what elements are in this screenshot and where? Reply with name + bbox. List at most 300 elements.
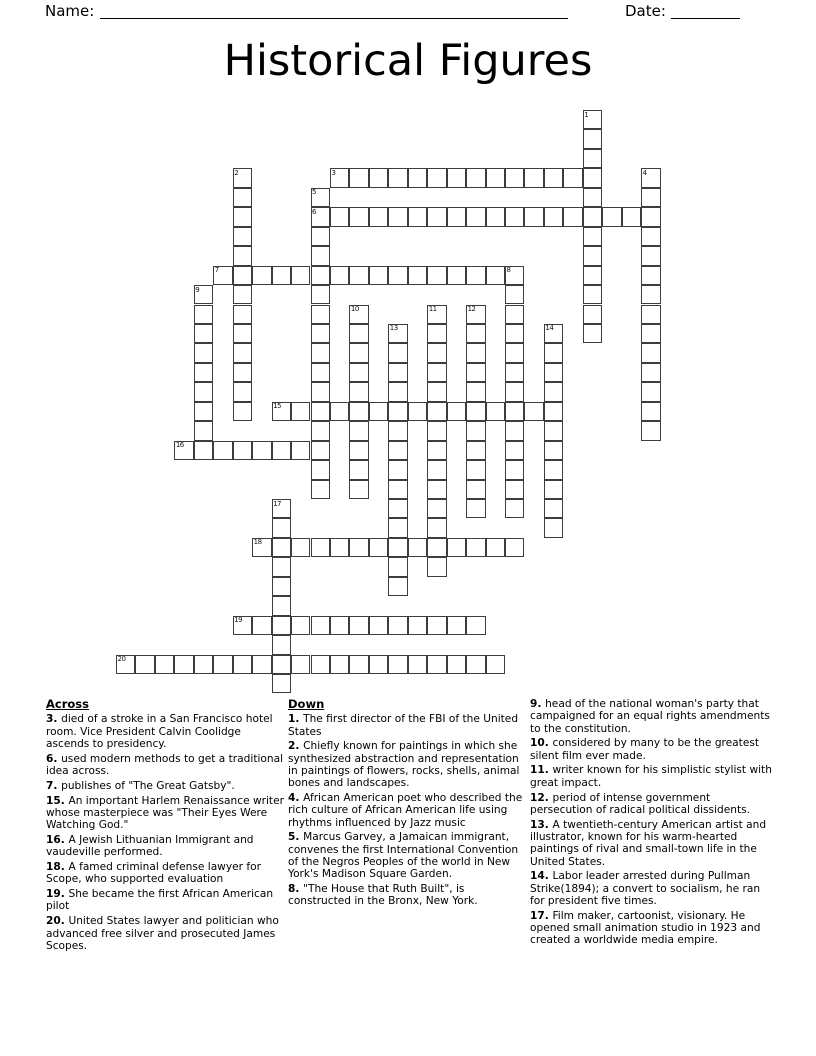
grid-cell[interactable]	[466, 382, 485, 401]
grid-cell[interactable]	[388, 577, 407, 596]
grid-cell[interactable]	[388, 460, 407, 479]
grid-cell[interactable]	[349, 168, 368, 187]
grid-cell[interactable]	[272, 499, 291, 518]
grid-cell[interactable]	[427, 441, 446, 460]
grid-cell[interactable]	[213, 266, 232, 285]
clue-number-label: 8.	[288, 883, 304, 896]
grid-cell[interactable]	[116, 655, 135, 674]
grid-cell[interactable]	[505, 460, 524, 479]
grid-cell[interactable]	[466, 305, 485, 324]
grid-cell[interactable]	[272, 616, 291, 635]
grid-cell[interactable]	[486, 655, 505, 674]
clue-item: 20. United States lawyer and politician who advanced free silver and prosecuted James Scopes.	[46, 915, 279, 952]
grid-cell[interactable]	[311, 460, 330, 479]
clue-item: 4. African American poet who described the rich culture of African American life using rhythms influenced by Jazz music	[288, 792, 523, 829]
grid-cell[interactable]	[194, 421, 213, 440]
grid-cell[interactable]	[272, 655, 291, 674]
name-label: Name:	[45, 2, 95, 20]
clue-number-label: 16.	[46, 833, 69, 846]
grid-cell[interactable]	[194, 402, 213, 421]
grid-cell[interactable]	[311, 538, 330, 557]
grid-cell[interactable]	[233, 305, 252, 324]
grid-cell[interactable]	[466, 460, 485, 479]
grid-cell[interactable]	[194, 305, 213, 324]
grid-cell[interactable]	[622, 207, 641, 226]
grid-cell[interactable]	[311, 246, 330, 265]
grid-cell[interactable]	[583, 285, 602, 304]
grid-cell[interactable]	[427, 363, 446, 382]
grid-cell[interactable]	[311, 363, 330, 382]
grid-cell[interactable]	[252, 538, 271, 557]
grid-cell[interactable]	[544, 480, 563, 499]
grid-cell[interactable]	[388, 480, 407, 499]
grid-cell[interactable]	[486, 266, 505, 285]
grid-cell[interactable]	[563, 168, 582, 187]
grid-cell[interactable]	[311, 188, 330, 207]
cell-number: 1	[584, 110, 589, 119]
grid-cell[interactable]	[427, 266, 446, 285]
grid-cell[interactable]	[194, 382, 213, 401]
clue-item: 19. She became the first African American pilot	[46, 888, 274, 913]
grid-cell[interactable]	[233, 188, 252, 207]
grid-cell[interactable]	[641, 227, 660, 246]
grid-cell[interactable]	[291, 655, 310, 674]
grid-cell[interactable]	[311, 616, 330, 635]
grid-cell[interactable]	[544, 324, 563, 343]
grid-cell[interactable]	[272, 402, 291, 421]
grid-cell[interactable]	[213, 655, 232, 674]
grid-cell[interactable]	[311, 324, 330, 343]
grid-cell[interactable]	[583, 227, 602, 246]
grid-cell[interactable]	[388, 168, 407, 187]
grid-cell[interactable]	[291, 266, 310, 285]
grid-cell[interactable]	[583, 324, 602, 343]
grid-cell[interactable]	[505, 480, 524, 499]
grid-cell[interactable]	[408, 168, 427, 187]
clue-item: 9. head of the national woman's party that campaigned for an equal rights amendments to the constitution.	[530, 698, 770, 735]
clue-number-label: 1.	[288, 713, 304, 726]
grid-cell[interactable]	[311, 655, 330, 674]
grid-cell[interactable]	[505, 363, 524, 382]
grid-cell[interactable]	[427, 324, 446, 343]
grid-cell[interactable]	[349, 480, 368, 499]
clue-item: 6. used modern methods to get a traditional idea across.	[46, 752, 284, 777]
grid-cell[interactable]	[233, 227, 252, 246]
grid-cell[interactable]	[641, 324, 660, 343]
grid-cell[interactable]	[349, 324, 368, 343]
grid-cell[interactable]	[330, 168, 349, 187]
grid-cell[interactable]	[505, 285, 524, 304]
grid-cell[interactable]	[408, 538, 427, 557]
grid-cell[interactable]	[427, 616, 446, 635]
grid-cell[interactable]	[388, 557, 407, 576]
grid-cell[interactable]	[583, 246, 602, 265]
grid-cell[interactable]	[641, 402, 660, 421]
grid-cell[interactable]	[369, 266, 388, 285]
clue-number-label: 18.	[46, 861, 69, 874]
grid-cell[interactable]	[233, 363, 252, 382]
grid-cell[interactable]	[369, 402, 388, 421]
grid-cell[interactable]	[641, 421, 660, 440]
clue-number-label: 13.	[530, 818, 553, 831]
grid-cell[interactable]	[466, 207, 485, 226]
clue-item: 11. writer known for his simplistic stylist with great impact.	[530, 764, 772, 789]
cell-number: 7	[214, 266, 219, 275]
grid-cell[interactable]	[544, 499, 563, 518]
grid-cell[interactable]	[388, 441, 407, 460]
grid-cell[interactable]	[252, 266, 271, 285]
clue-number-label: 2.	[288, 740, 304, 753]
clue-item: 16. A Jewish Lithuanian Immigrant and vaudeville performed.	[46, 833, 254, 859]
grid-cell[interactable]	[349, 207, 368, 226]
cell-number: 14	[545, 324, 554, 333]
grid-cell[interactable]	[427, 499, 446, 518]
cell-number: 4	[642, 168, 647, 177]
grid-cell[interactable]	[466, 499, 485, 518]
grid-cell[interactable]	[466, 266, 485, 285]
grid-cell[interactable]	[311, 382, 330, 401]
grid-cell[interactable]	[408, 266, 427, 285]
grid-cell[interactable]	[388, 207, 407, 226]
cell-number: 6	[312, 207, 316, 216]
grid-cell[interactable]	[388, 421, 407, 440]
cell-number: 3	[331, 168, 336, 177]
grid-cell[interactable]	[505, 324, 524, 343]
grid-cell[interactable]	[505, 266, 524, 285]
grid-cell[interactable]	[311, 227, 330, 246]
grid-cell[interactable]	[311, 480, 330, 499]
grid-cell[interactable]	[272, 538, 291, 557]
grid-cell[interactable]	[583, 168, 602, 187]
grid-cell[interactable]	[135, 655, 154, 674]
grid-cell[interactable]	[233, 266, 252, 285]
clue-item: 7. publishes of "The Great Gatsby".	[46, 779, 235, 792]
grid-cell[interactable]	[155, 655, 174, 674]
grid-cell[interactable]	[369, 168, 388, 187]
grid-cell[interactable]	[349, 616, 368, 635]
grid-cell[interactable]	[369, 538, 388, 557]
clue-number-label: 9.	[530, 698, 546, 710]
grid-cell[interactable]	[194, 441, 213, 460]
grid-cell[interactable]	[349, 538, 368, 557]
grid-cell[interactable]	[194, 343, 213, 362]
grid-cell[interactable]	[194, 363, 213, 382]
grid-cell[interactable]	[233, 324, 252, 343]
grid-cell[interactable]	[427, 421, 446, 440]
clue-number-label: 20.	[46, 915, 69, 928]
grid-cell[interactable]	[233, 441, 252, 460]
grid-cell[interactable]	[466, 421, 485, 440]
grid-cell[interactable]	[505, 207, 524, 226]
grid-cell[interactable]	[311, 402, 330, 421]
grid-cell[interactable]	[641, 207, 660, 226]
clue-item: 3. died of a stroke in a San Francisco hotel room. Vice President Calvin Coolidge ascends to presidency.	[46, 713, 273, 750]
grid-cell[interactable]	[583, 188, 602, 207]
grid-cell[interactable]	[349, 655, 368, 674]
grid-cell[interactable]	[447, 655, 466, 674]
grid-cell[interactable]	[311, 305, 330, 324]
grid-cell[interactable]	[602, 207, 621, 226]
cell-number: 10	[350, 305, 359, 313]
grid-cell[interactable]	[447, 168, 466, 187]
grid-cell[interactable]	[427, 518, 446, 537]
grid-cell[interactable]	[466, 480, 485, 499]
grid-cell[interactable]	[233, 382, 252, 401]
grid-cell[interactable]	[194, 285, 213, 304]
grid-cell[interactable]	[233, 402, 252, 421]
grid-cell[interactable]	[466, 324, 485, 343]
grid-cell[interactable]	[252, 616, 271, 635]
grid-cell[interactable]	[349, 363, 368, 382]
grid-cell[interactable]	[194, 324, 213, 343]
grid-cell[interactable]	[544, 168, 563, 187]
grid-cell[interactable]	[349, 460, 368, 479]
clue-number-label: 15.	[46, 794, 69, 807]
cell-number: 20	[117, 655, 126, 664]
grid-cell[interactable]	[408, 616, 427, 635]
grid-cell[interactable]	[466, 363, 485, 382]
grid-cell[interactable]	[641, 188, 660, 207]
grid-cell[interactable]	[311, 343, 330, 362]
grid-cell[interactable]	[466, 538, 485, 557]
grid-cell[interactable]	[641, 285, 660, 304]
grid-cell[interactable]	[194, 655, 213, 674]
grid-cell[interactable]	[427, 538, 446, 557]
grid-cell[interactable]	[466, 168, 485, 187]
grid-cell[interactable]	[272, 557, 291, 576]
grid-cell[interactable]	[447, 207, 466, 226]
grid-cell[interactable]	[349, 382, 368, 401]
grid-cell[interactable]	[291, 441, 310, 460]
grid-cell[interactable]	[311, 285, 330, 304]
clue-number-label: 3.	[46, 713, 62, 726]
grid-cell[interactable]	[213, 441, 232, 460]
grid-cell[interactable]	[311, 207, 330, 226]
grid-cell[interactable]	[505, 441, 524, 460]
grid-cell[interactable]	[583, 149, 602, 168]
grid-cell[interactable]	[388, 402, 407, 421]
grid-cell[interactable]	[291, 402, 310, 421]
grid-cell[interactable]	[272, 266, 291, 285]
grid-cell[interactable]	[233, 343, 252, 362]
clue-number-label: 4.	[288, 792, 304, 805]
grid-cell[interactable]	[349, 421, 368, 440]
grid-cell[interactable]	[349, 441, 368, 460]
grid-cell[interactable]	[641, 305, 660, 324]
grid-cell[interactable]	[524, 207, 543, 226]
grid-cell[interactable]	[252, 655, 271, 674]
grid-cell[interactable]	[369, 207, 388, 226]
grid-cell[interactable]	[252, 441, 271, 460]
grid-cell[interactable]	[330, 207, 349, 226]
grid-cell[interactable]	[349, 402, 368, 421]
grid-cell[interactable]	[544, 363, 563, 382]
grid-cell[interactable]	[408, 207, 427, 226]
grid-cell[interactable]	[233, 285, 252, 304]
grid-cell[interactable]	[272, 518, 291, 537]
grid-cell[interactable]	[641, 382, 660, 401]
grid-cell[interactable]	[466, 655, 485, 674]
grid-cell[interactable]	[233, 207, 252, 226]
grid-cell[interactable]	[233, 246, 252, 265]
grid-cell[interactable]	[233, 655, 252, 674]
clue-number-label: 6.	[46, 752, 62, 765]
grid-cell[interactable]	[272, 441, 291, 460]
grid-cell[interactable]	[174, 441, 193, 460]
grid-cell[interactable]	[583, 129, 602, 148]
clue-number-label: 17.	[530, 909, 553, 922]
grid-cell[interactable]	[427, 480, 446, 499]
clue-item: 8. "The House that Ruth Built", is constructed in the Bronx, New York.	[288, 883, 478, 908]
clue-item: 1. The first director of the FBI of the United States	[288, 713, 519, 738]
grid-cell[interactable]	[505, 305, 524, 324]
grid-cell[interactable]	[447, 616, 466, 635]
clue-item: 17. Film maker, cartoonist, visionary. He opened small animation studio in 1923 and created a worldwide media empire.	[530, 909, 761, 947]
grid-cell[interactable]	[330, 402, 349, 421]
grid-cell[interactable]	[408, 655, 427, 674]
clue-number-label: 11.	[530, 764, 553, 777]
grid-cell[interactable]	[447, 266, 466, 285]
grid-cell[interactable]	[486, 538, 505, 557]
clue-item: 13. A twentieth-century American artist and illustrator, known for his warm-hearted paintings of rival and small-town life in the United States.	[530, 818, 767, 868]
grid-cell[interactable]	[524, 402, 543, 421]
grid-cell[interactable]	[311, 441, 330, 460]
grid-cell[interactable]	[505, 538, 524, 557]
cell-number: 12	[467, 305, 476, 313]
grid-cell[interactable]	[583, 207, 602, 226]
grid-cell[interactable]	[388, 382, 407, 401]
grid-cell[interactable]	[388, 538, 407, 557]
grid-cell[interactable]	[466, 343, 485, 362]
cell-number: 5	[312, 188, 316, 197]
grid-cell[interactable]	[272, 596, 291, 615]
grid-cell[interactable]	[544, 441, 563, 460]
grid-cell[interactable]	[427, 305, 446, 324]
grid-cell[interactable]	[388, 616, 407, 635]
grid-cell[interactable]	[233, 616, 252, 635]
grid-cell[interactable]	[330, 655, 349, 674]
grid-cell[interactable]	[330, 266, 349, 285]
grid-cell[interactable]	[466, 402, 485, 421]
cell-number: 19	[234, 616, 243, 625]
cell-number: 8	[506, 266, 511, 275]
grid-cell[interactable]	[524, 168, 543, 187]
grid-cell[interactable]	[544, 518, 563, 537]
grid-cell[interactable]	[447, 538, 466, 557]
clue-item: 2. Chiefly known for paintings in which she synthesized abstraction and representation in paintings of flowers, rocks, shells, animal bones and landscapes.	[288, 740, 520, 790]
clue-number-label: 10.	[530, 737, 553, 750]
grid-cell[interactable]	[427, 402, 446, 421]
cell-number: 9	[195, 285, 200, 294]
grid-cell[interactable]	[447, 402, 466, 421]
grid-cell[interactable]	[291, 616, 310, 635]
clue-item: 12. period of intense government persecution of radical political dissidents.	[530, 791, 751, 816]
grid-cell[interactable]	[388, 363, 407, 382]
grid-cell[interactable]	[544, 402, 563, 421]
grid-cell[interactable]	[544, 382, 563, 401]
grid-cell[interactable]	[641, 246, 660, 265]
cell-number: 15	[273, 402, 282, 411]
grid-cell[interactable]	[272, 635, 291, 654]
clue-item: 15. An important Harlem Renaissance writer whose masterpiece was "Their Eyes Were Watching God."	[46, 794, 284, 832]
grid-cell[interactable]	[583, 110, 602, 129]
grid-cell[interactable]	[388, 655, 407, 674]
grid-cell[interactable]	[349, 343, 368, 362]
grid-cell[interactable]	[427, 207, 446, 226]
grid-cell[interactable]	[486, 207, 505, 226]
grid-cell[interactable]	[427, 460, 446, 479]
grid-cell[interactable]	[583, 266, 602, 285]
grid-cell[interactable]	[427, 382, 446, 401]
grid-cell[interactable]	[466, 616, 485, 635]
grid-cell[interactable]	[291, 538, 310, 557]
grid-cell[interactable]	[505, 421, 524, 440]
grid-cell[interactable]	[427, 655, 446, 674]
grid-cell[interactable]	[388, 518, 407, 537]
down-heading: Down	[288, 697, 325, 711]
grid-cell[interactable]	[272, 674, 291, 693]
grid-cell[interactable]	[466, 441, 485, 460]
grid-cell[interactable]	[641, 168, 660, 187]
clue-number-label: 12.	[530, 791, 553, 804]
cell-number: 13	[389, 324, 398, 333]
grid-cell[interactable]	[272, 577, 291, 596]
grid-cell[interactable]	[388, 499, 407, 518]
clue-item: 14. Labor leader arrested during Pullman Strike(1894); a convert to socialism, he ran for president five times.	[530, 870, 761, 907]
grid-cell[interactable]	[349, 266, 368, 285]
grid-cell[interactable]	[427, 343, 446, 362]
grid-cell[interactable]	[174, 655, 193, 674]
grid-cell[interactable]	[505, 168, 524, 187]
grid-cell[interactable]	[544, 421, 563, 440]
grid-cell[interactable]	[427, 557, 446, 576]
down-clues-column	[288, 698, 528, 910]
grid-cell[interactable]	[388, 343, 407, 362]
grid-cell[interactable]	[544, 460, 563, 479]
grid-cell[interactable]	[583, 305, 602, 324]
grid-cell[interactable]	[388, 324, 407, 343]
grid-cell[interactable]	[544, 207, 563, 226]
cell-number: 2	[234, 168, 239, 177]
grid-cell[interactable]	[233, 168, 252, 187]
clue-number-label: 14.	[530, 870, 553, 883]
grid-cell[interactable]	[369, 616, 388, 635]
grid-cell[interactable]	[369, 655, 388, 674]
grid-cell[interactable]	[427, 168, 446, 187]
grid-cell[interactable]	[311, 421, 330, 440]
grid-cell[interactable]	[330, 616, 349, 635]
grid-cell[interactable]	[486, 168, 505, 187]
grid-cell[interactable]	[544, 343, 563, 362]
grid-cell[interactable]	[505, 382, 524, 401]
grid-cell[interactable]	[388, 266, 407, 285]
down-clues-column-continued	[530, 698, 772, 949]
grid-cell[interactable]	[505, 402, 524, 421]
grid-cell[interactable]	[486, 402, 505, 421]
grid-cell[interactable]	[641, 266, 660, 285]
grid-cell[interactable]	[330, 538, 349, 557]
grid-cell[interactable]	[505, 343, 524, 362]
grid-cell[interactable]	[349, 305, 368, 324]
cell-number: 16	[175, 441, 184, 450]
grid-cell[interactable]	[563, 207, 582, 226]
grid-cell[interactable]	[641, 363, 660, 382]
grid-cell[interactable]	[641, 343, 660, 362]
grid-cell[interactable]	[505, 499, 524, 518]
grid-cell[interactable]	[408, 402, 427, 421]
grid-cell[interactable]	[311, 266, 330, 285]
clue-number-label: 19.	[46, 888, 69, 901]
